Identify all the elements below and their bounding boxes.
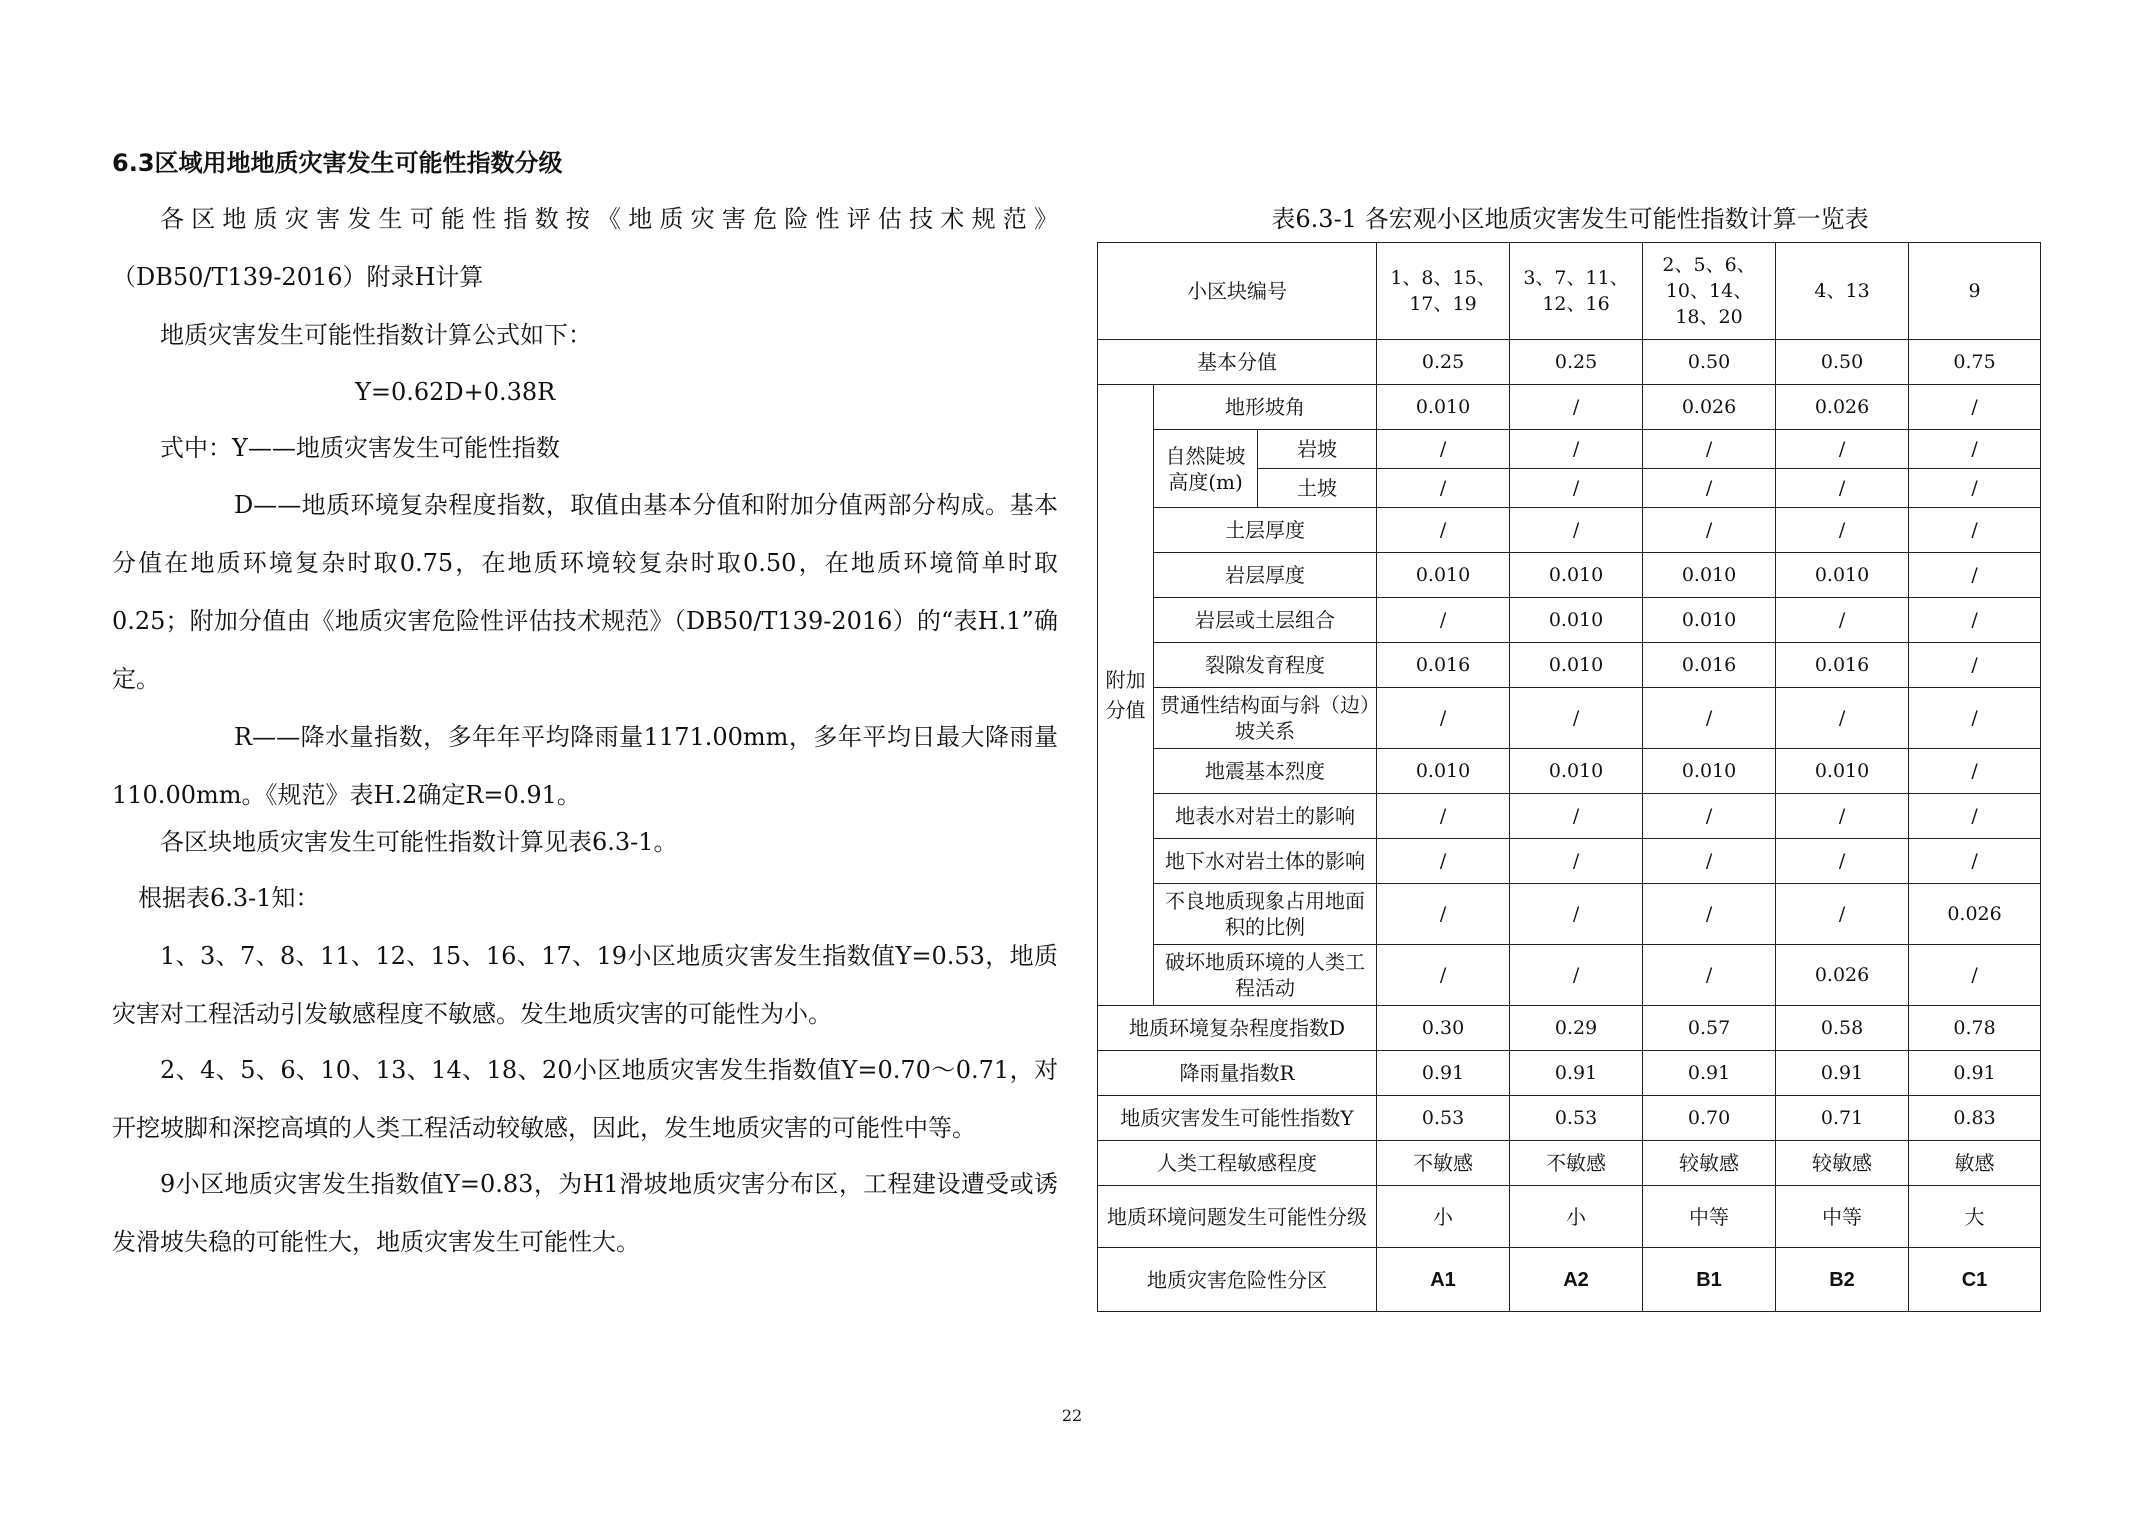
table-row [1098, 508, 2041, 553]
header-col: 2、5、6、10、14、18、20 [1643, 243, 1776, 340]
paragraph-r-def: R——降水量指数，多年年平均降雨量1171.00mm，多年平均日最大降雨量110.00mm。《规范》表H.2确定R=0.91。 [112, 723, 1058, 809]
cell-value: 0.016 [1377, 643, 1510, 688]
cell-value: / [1377, 839, 1510, 884]
cell-value: / [1776, 688, 1909, 749]
header-col: 9 [1909, 243, 2041, 340]
cell-value: 0.53 [1377, 1096, 1510, 1141]
cell-value: / [1909, 839, 2041, 884]
row-label: 地表水对岩土的影响 [1154, 794, 1377, 839]
cell-value: 小 [1377, 1186, 1510, 1248]
cell-value: 0.25 [1510, 340, 1643, 385]
cell-value: 0.026 [1909, 884, 2041, 945]
cell-value: / [1776, 598, 1909, 643]
table-row [1098, 1186, 2041, 1248]
table-row [1098, 1051, 2041, 1096]
row-label: 地下水对岩土体的影响 [1154, 839, 1377, 884]
cell-value: 0.010 [1377, 385, 1510, 430]
row-label: 岩层或土层组合 [1154, 598, 1377, 643]
section-heading: 6.3区域用地地质灾害发生可能性指数分级 [112, 149, 563, 177]
cell-value: 0.25 [1377, 340, 1510, 385]
cell-value: / [1510, 688, 1643, 749]
paragraph-see-table: 各区块地质灾害发生可能性指数计算见表6.3-1。 [160, 828, 678, 856]
paragraph-small: 1、3、7、8、11、12、15、16、17、19小区地质灾害发生指数值Y=0.53，地质灾害对工程活动引发敏感程度不敏感。发生地质灾害的可能性为小。 [112, 942, 1058, 1028]
cell-value: 0.010 [1510, 553, 1643, 598]
paragraph-large: 9小区地质灾害发生指数值Y=0.83，为H1滑坡地质灾害分布区，工程建设遭受或诱发滑坡失稳的可能性大，地质灾害发生可能性大。 [112, 1170, 1058, 1256]
cell-value: 0.010 [1510, 598, 1643, 643]
row-label: 土层厚度 [1154, 508, 1377, 553]
cell-value: 0.57 [1643, 1006, 1776, 1051]
cell-value: 0.71 [1776, 1096, 1909, 1141]
cell-value: 小 [1510, 1186, 1643, 1248]
cell-value: / [1377, 688, 1510, 749]
cell-value: / [1643, 794, 1776, 839]
row-label: 裂隙发育程度 [1154, 643, 1377, 688]
cell-value: 0.58 [1776, 1006, 1909, 1051]
row-label: 地质灾害发生可能性指数Y [1098, 1096, 1377, 1141]
cell-value: / [1377, 945, 1510, 1006]
cell-value: 0.30 [1377, 1006, 1510, 1051]
cell-value: / [1510, 945, 1643, 1006]
cell-value: 较敏感 [1776, 1141, 1909, 1186]
cell-value: / [1510, 884, 1643, 945]
cell-value: 0.91 [1909, 1051, 2041, 1096]
cell-value: 0.50 [1643, 340, 1776, 385]
cell-value: / [1909, 794, 2041, 839]
row-label: 土坡 [1258, 469, 1377, 508]
cell-value: 0.010 [1510, 749, 1643, 794]
cell-value: B1 [1643, 1248, 1776, 1312]
row-label: 地质环境问题发生可能性分级 [1098, 1186, 1377, 1248]
cell-value: / [1510, 508, 1643, 553]
cell-value: / [1377, 884, 1510, 945]
table-row-header [1098, 243, 2041, 340]
table-row [1098, 749, 2041, 794]
row-label: 不良地质现象占用地面积的比例 [1154, 884, 1377, 945]
cell-value: / [1377, 508, 1510, 553]
table-row [1098, 688, 2041, 749]
table-row [1098, 1006, 2041, 1051]
table-row [1098, 1141, 2041, 1186]
table-row [1098, 794, 2041, 839]
row-label: 贯通性结构面与斜（边）坡关系 [1154, 688, 1377, 749]
row-label: 人类工程敏感程度 [1098, 1141, 1377, 1186]
cell-value: / [1776, 430, 1909, 469]
cell-value: A2 [1510, 1248, 1643, 1312]
cell-value: 中等 [1643, 1186, 1776, 1248]
cell-value: 0.29 [1510, 1006, 1643, 1051]
header-col: 3、7、11、12、16 [1510, 243, 1643, 340]
row-label: 地形坡角 [1154, 385, 1377, 430]
cell-value: 0.010 [1377, 553, 1510, 598]
table-row [1098, 430, 2041, 469]
table-row [1098, 385, 2041, 430]
row-label: 地质灾害危险性分区 [1098, 1248, 1377, 1312]
cell-value: 不敏感 [1377, 1141, 1510, 1186]
header-col: 1、8、15、17、19 [1377, 243, 1510, 340]
paragraph-medium: 2、4、5、6、10、13、14、18、20小区地质灾害发生指数值Y=0.70～0.71，对开挖坡脚和深挖高填的人类工程活动较敏感，因此，发生地质灾害的可能性中等。 [112, 1056, 1058, 1142]
cell-value: / [1909, 553, 2041, 598]
cell-value: / [1643, 430, 1776, 469]
paragraph-according: 根据表6.3-1知： [138, 884, 320, 912]
table-row [1098, 1248, 2041, 1312]
cell-value: / [1643, 884, 1776, 945]
table-row [1098, 945, 2041, 1006]
cell-value: / [1776, 839, 1909, 884]
cell-value: 中等 [1776, 1186, 1909, 1248]
cell-value: 0.010 [1377, 749, 1510, 794]
cell-value: 0.50 [1776, 340, 1909, 385]
cell-value: / [1776, 508, 1909, 553]
table-row [1098, 643, 2041, 688]
table-row [1098, 340, 2041, 385]
cell-value: 0.010 [1643, 749, 1776, 794]
paragraph-intro: 各区地质灾害发生可能性指数按《地质灾害危险性评估技术规范》 [160, 205, 1058, 233]
cell-value: 0.010 [1510, 643, 1643, 688]
cell-value: B2 [1776, 1248, 1909, 1312]
cell-value: / [1643, 469, 1776, 508]
row-label: 基本分值 [1098, 340, 1377, 385]
cell-value: / [1377, 598, 1510, 643]
cell-value: 0.010 [1643, 598, 1776, 643]
cell-value: A1 [1377, 1248, 1510, 1312]
cell-value: / [1909, 688, 2041, 749]
cell-value: / [1643, 945, 1776, 1006]
cell-value: / [1377, 794, 1510, 839]
cell-value: / [1377, 430, 1510, 469]
cell-value: / [1909, 430, 2041, 469]
cell-value: 大 [1909, 1186, 2041, 1248]
cell-value: 0.026 [1643, 385, 1776, 430]
cell-value: 0.91 [1377, 1051, 1510, 1096]
table-row [1098, 553, 2041, 598]
cell-value: / [1909, 385, 2041, 430]
cell-value: C1 [1909, 1248, 2041, 1312]
cell-value: 0.026 [1776, 945, 1909, 1006]
header-label: 小区块编号 [1098, 243, 1377, 340]
row-label: 地质环境复杂程度指数D [1098, 1006, 1377, 1051]
cell-value: / [1909, 508, 2041, 553]
cell-value: / [1510, 385, 1643, 430]
cell-value: 0.016 [1643, 643, 1776, 688]
cell-value: / [1776, 884, 1909, 945]
paragraph-intro-cont: （DB50/T139-2016）附录H计算 [112, 263, 484, 291]
possibility-index-table [1097, 242, 2041, 1312]
cell-value: / [1377, 469, 1510, 508]
row-label: 降雨量指数R [1098, 1051, 1377, 1096]
page-number: 22 [1061, 1406, 1083, 1425]
cell-value: / [1909, 749, 2041, 794]
cell-value: 0.026 [1776, 385, 1909, 430]
table-row [1098, 839, 2041, 884]
cell-value: 敏感 [1909, 1141, 2041, 1186]
cell-value: 0.75 [1909, 340, 2041, 385]
cell-value: 0.91 [1510, 1051, 1643, 1096]
table-row [1098, 884, 2041, 945]
paragraph-d-def: D——地质环境复杂程度指数，取值由基本分值和附加分值两部分构成。基本分值在地质环境复杂时取0.75，在地质环境较复杂时取0.50，在地质环境简单时取0.25；附加分值由《地质灾害危险性评估技术规范》（DB50/T139-2016）的“表H.1”确定。 [112, 491, 1058, 693]
cell-value: 0.016 [1776, 643, 1909, 688]
paragraph-formula-intro: 地质灾害发生可能性指数计算公式如下： [160, 321, 592, 349]
cell-value: / [1643, 508, 1776, 553]
cell-value: / [1643, 839, 1776, 884]
paragraph-y-def: 式中：Y——地质灾害发生可能性指数 [160, 434, 560, 462]
row-label: 岩坡 [1258, 430, 1377, 469]
cell-value: / [1776, 469, 1909, 508]
cell-value: / [1510, 794, 1643, 839]
cell-value: 0.83 [1909, 1096, 2041, 1141]
header-col: 4、13 [1776, 243, 1909, 340]
cell-value: / [1510, 839, 1643, 884]
extra-score-label: 附加分值 [1098, 385, 1154, 1006]
cell-value: 0.78 [1909, 1006, 2041, 1051]
table-title: 表6.3-1 各宏观小区地质灾害发生可能性指数计算一览表 [1271, 205, 1869, 233]
cell-value: / [1510, 469, 1643, 508]
cell-value: 0.91 [1643, 1051, 1776, 1096]
cell-value: 0.91 [1776, 1051, 1909, 1096]
row-label: 地震基本烈度 [1154, 749, 1377, 794]
cell-value: 0.53 [1510, 1096, 1643, 1141]
cell-value: 较敏感 [1643, 1141, 1776, 1186]
cell-value: / [1909, 469, 2041, 508]
cell-value: / [1776, 794, 1909, 839]
cell-value: / [1643, 688, 1776, 749]
cell-value: / [1909, 643, 2041, 688]
cell-value: 0.010 [1643, 553, 1776, 598]
row-label: 破坏地质环境的人类工程活动 [1154, 945, 1377, 1006]
cell-value: 0.010 [1776, 553, 1909, 598]
cell-value: 0.010 [1776, 749, 1909, 794]
cell-value: / [1909, 945, 2041, 1006]
natural-slope-label: 自然陡坡高度(m) [1154, 430, 1258, 508]
cell-value: / [1909, 598, 2041, 643]
table-row [1098, 1096, 2041, 1141]
cell-value: 0.70 [1643, 1096, 1776, 1141]
row-label: 岩层厚度 [1154, 553, 1377, 598]
formula: Y=0.62D+0.38R [355, 378, 556, 406]
cell-value: 不敏感 [1510, 1141, 1643, 1186]
cell-value: / [1510, 430, 1643, 469]
table-row [1098, 598, 2041, 643]
